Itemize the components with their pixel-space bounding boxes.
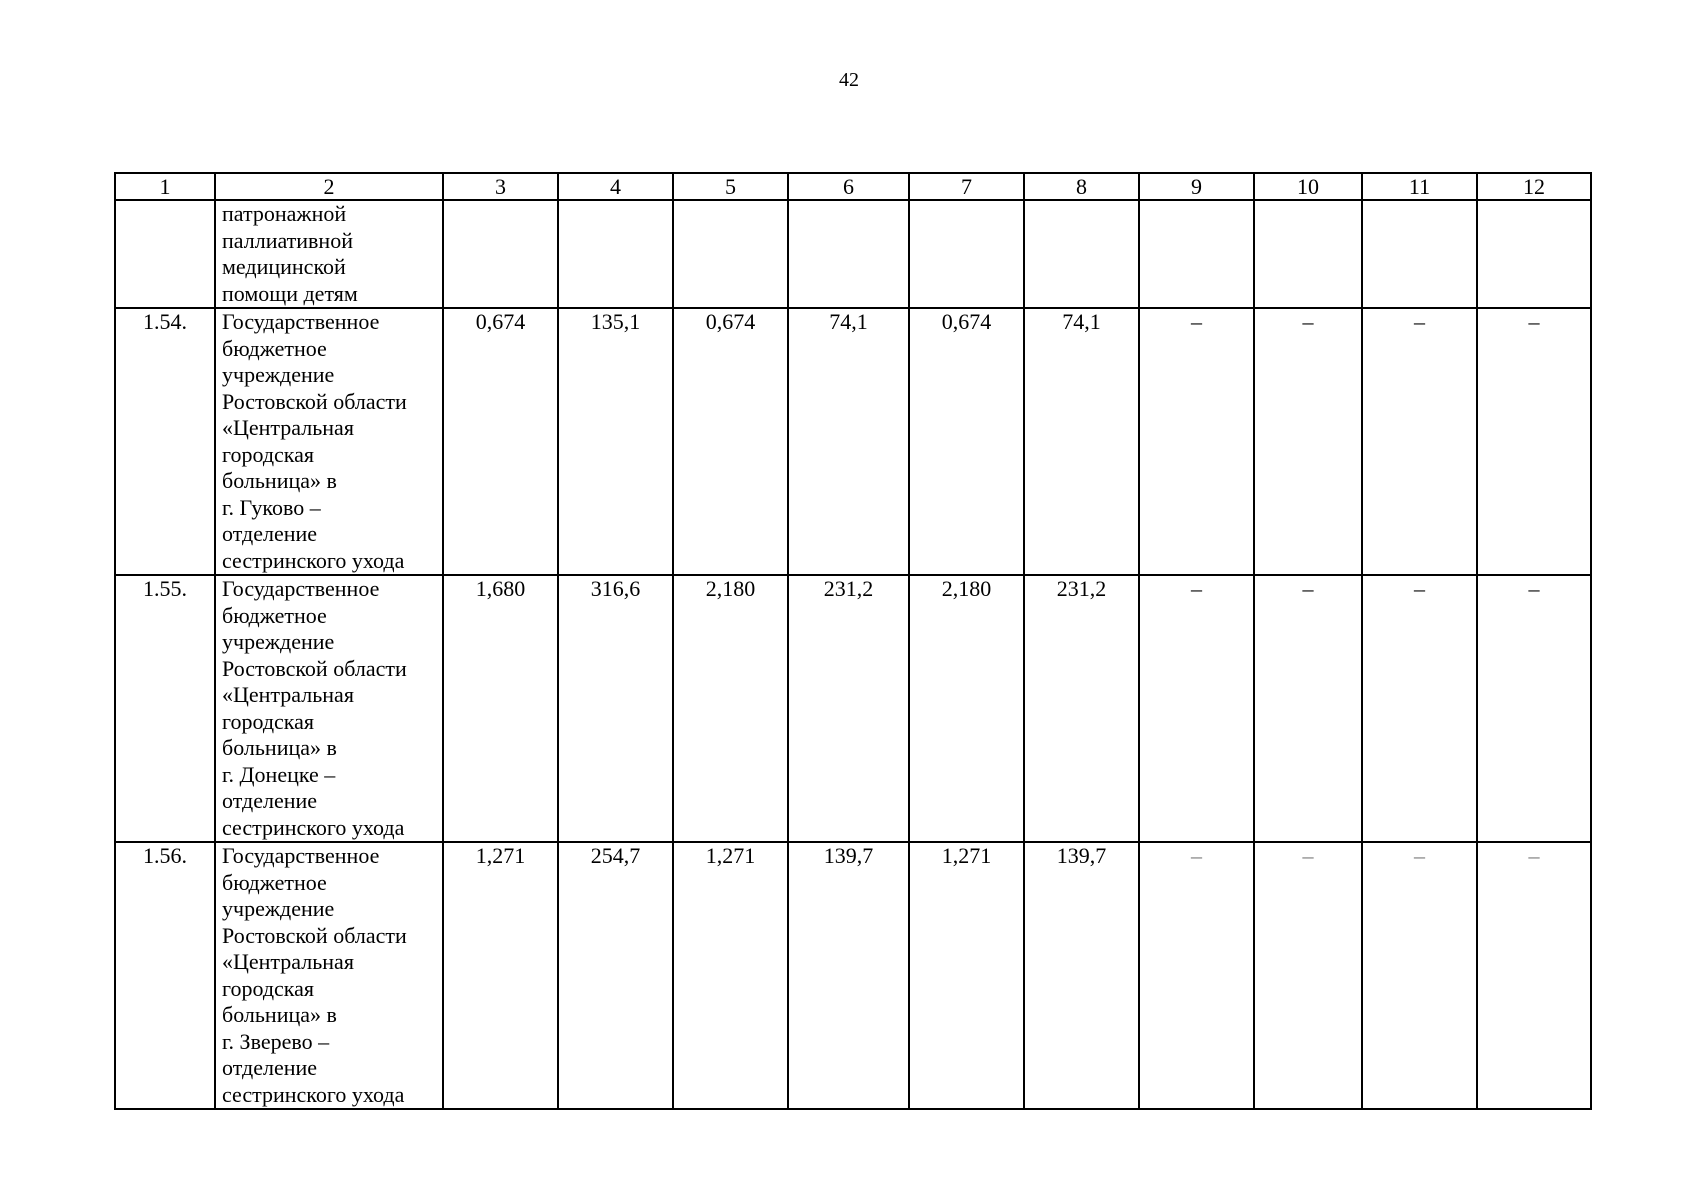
column-header: 1 (115, 173, 215, 200)
institution-name-cell: Государственное бюджетное учреждение Ростовской области «Центральная городская больница» в г. Гуково – отделение сестринского ухода (215, 308, 443, 575)
row-number-cell (115, 200, 215, 308)
value-cell: 316,6 (558, 575, 673, 842)
value-cell (1254, 200, 1362, 308)
column-header: 2 (215, 173, 443, 200)
value-cell (1024, 200, 1139, 308)
value-cell: 139,7 (788, 842, 909, 1109)
value-cell (1362, 200, 1477, 308)
value-cell: – (1139, 842, 1254, 1109)
value-cell: 1,271 (673, 842, 788, 1109)
value-cell: 2,180 (673, 575, 788, 842)
value-cell: 231,2 (1024, 575, 1139, 842)
row-number-cell: 1.56. (115, 842, 215, 1109)
value-cell: 0,674 (909, 308, 1024, 575)
value-cell: – (1477, 308, 1591, 575)
table-row (115, 308, 1591, 575)
value-cell (558, 200, 673, 308)
page-number: 42 (839, 69, 859, 91)
table-row (115, 842, 1591, 1109)
column-header: 7 (909, 173, 1024, 200)
value-cell: – (1139, 575, 1254, 842)
institution-name-cell: патронажной паллиативной медицинской помощи детям (215, 200, 443, 308)
value-cell (443, 200, 558, 308)
column-header: 8 (1024, 173, 1139, 200)
table-row-continuation (115, 200, 1591, 308)
value-cell: 1,271 (443, 842, 558, 1109)
institution-name-cell: Государственное бюджетное учреждение Ростовской области «Центральная городская больница» в г. Зверево – отделение сестринского ухода (215, 842, 443, 1109)
column-header: 10 (1254, 173, 1362, 200)
table-row (115, 575, 1591, 842)
value-cell: 254,7 (558, 842, 673, 1109)
value-cell: – (1477, 575, 1591, 842)
value-cell: 139,7 (1024, 842, 1139, 1109)
value-cell: – (1254, 842, 1362, 1109)
value-cell: 231,2 (788, 575, 909, 842)
row-number-cell: 1.55. (115, 575, 215, 842)
column-header: 11 (1362, 173, 1477, 200)
column-header: 6 (788, 173, 909, 200)
value-cell: – (1254, 575, 1362, 842)
institution-name-cell: Государственное бюджетное учреждение Ростовской области «Центральная городская больница» в г. Донецке – отделение сестринского ухода (215, 575, 443, 842)
value-cell: – (1477, 842, 1591, 1109)
value-cell: 0,674 (673, 308, 788, 575)
column-header: 9 (1139, 173, 1254, 200)
column-header: 3 (443, 173, 558, 200)
row-number-cell: 1.54. (115, 308, 215, 575)
value-cell: 74,1 (788, 308, 909, 575)
value-cell (788, 200, 909, 308)
value-cell: – (1362, 842, 1477, 1109)
value-cell (909, 200, 1024, 308)
value-cell: 135,1 (558, 308, 673, 575)
value-cell: 1,680 (443, 575, 558, 842)
value-cell: 2,180 (909, 575, 1024, 842)
value-cell: 0,674 (443, 308, 558, 575)
value-cell: – (1254, 308, 1362, 575)
value-cell (673, 200, 788, 308)
value-cell (1139, 200, 1254, 308)
value-cell: – (1362, 308, 1477, 575)
value-cell: 74,1 (1024, 308, 1139, 575)
value-cell: 1,271 (909, 842, 1024, 1109)
value-cell: – (1139, 308, 1254, 575)
data-table (114, 172, 1592, 1110)
column-header: 4 (558, 173, 673, 200)
value-cell (1477, 200, 1591, 308)
value-cell: – (1362, 575, 1477, 842)
table-header-row (115, 173, 1591, 200)
column-header: 5 (673, 173, 788, 200)
column-header: 12 (1477, 173, 1591, 200)
